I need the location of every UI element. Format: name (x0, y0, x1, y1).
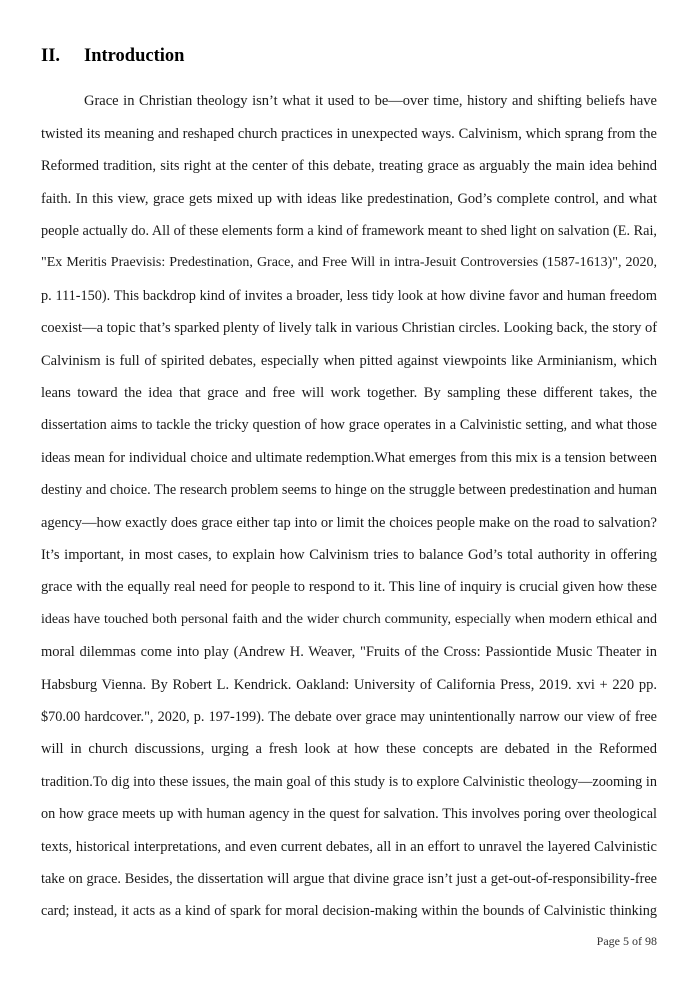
body-line: leans toward the idea that grace and free will work together. By sampling these different takes, the (41, 385, 657, 401)
body-line: texts, historical interpretations, and even current debates, all in an effort to unravel the layered Calvinistic (41, 839, 657, 855)
body-line: p. 111-150). This backdrop kind of invites a broader, less tidy look at how divine favor and human freedom (41, 288, 657, 304)
body-line: people actually do. All of these elements form a kind of framework meant to shed light on salvation (E. Rai, (41, 223, 657, 239)
body-line: take on grace. Besides, the dissertation will argue that divine grace isn’t just a get-out-of-responsibility-free (41, 871, 657, 887)
body-line: will in church discussions, urging a fresh look at how these concepts are debated in the Reformed (41, 741, 657, 757)
body-line: "Ex Meritis Praevisis: Predestination, Grace, and Free Will in intra-Jesuit Controversies (1587-1613)", 2020, (41, 255, 657, 270)
page-number: Page 5 of 98 (596, 934, 657, 948)
body-line: Calvinism is full of spirited debates, especially when pitted against viewpoints like Arminianism, which (41, 353, 657, 369)
body-line: Reformed tradition, sits right at the center of this debate, treating grace as arguably the main idea behind (41, 158, 657, 174)
section-title: Introduction (84, 46, 185, 66)
body-line: Grace in Christian theology isn’t what it used to be—over time, history and shifting beliefs have (84, 93, 657, 109)
section-number: II. (41, 46, 61, 66)
body-line: ideas mean for individual choice and ultimate redemption.What emerges from this mix is a tension between (41, 450, 657, 466)
body-line: destiny and choice. The research problem seems to hinge on the struggle between predestination and human (41, 482, 657, 498)
body-line: coexist—a topic that’s sparked plenty of lively talk in various Christian circles. Looking back, the story of (41, 320, 658, 336)
body-line: It’s important, in most cases, to explain how Calvinism tries to balance God’s total authority in offering (41, 547, 657, 563)
body-line: twisted its meaning and reshaped church practices in unexpected ways. Calvinism, which sprang from the (41, 126, 657, 142)
body-line: tradition.To dig into these issues, the main goal of this study is to explore Calvinistic theology—zooming in (41, 774, 657, 790)
body-line: Habsburg Vienna. By Robert L. Kendrick. Oakland: University of California Press, 2019. xvi + 220 pp. (41, 677, 657, 693)
body-line: faith. In this view, grace gets mixed up with ideas like predestination, God’s complete control, and what (41, 191, 657, 207)
body-line: grace with the equally real need for people to respond to it. This line of inquiry is crucial given how these (41, 579, 657, 595)
body-line: agency—how exactly does grace either tap into or limit the choices people make on the road to salvation? (41, 515, 657, 531)
body-line: dissertation aims to tackle the tricky question of how grace operates in a Calvinistic setting, and what those (41, 417, 657, 433)
section-heading (41, 44, 184, 68)
body-line: ideas have touched both personal faith and the wider church community, especially when modern ethical and (41, 612, 657, 627)
body-line: moral dilemmas come into play (Andrew H. Weaver, "Fruits of the Cross: Passiontide Music Theater in (41, 644, 657, 660)
body-line: $70.00 hardcover.", 2020, p. 197-199). The debate over grace may unintentionally narrow our view of free (41, 709, 657, 725)
body-line: on how grace meets up with human agency in the quest for salvation. This involves poring over theological (41, 806, 657, 822)
body-line: card; instead, it acts as a kind of spark for moral decision-making within the bounds of Calvinistic thinking (41, 903, 657, 919)
